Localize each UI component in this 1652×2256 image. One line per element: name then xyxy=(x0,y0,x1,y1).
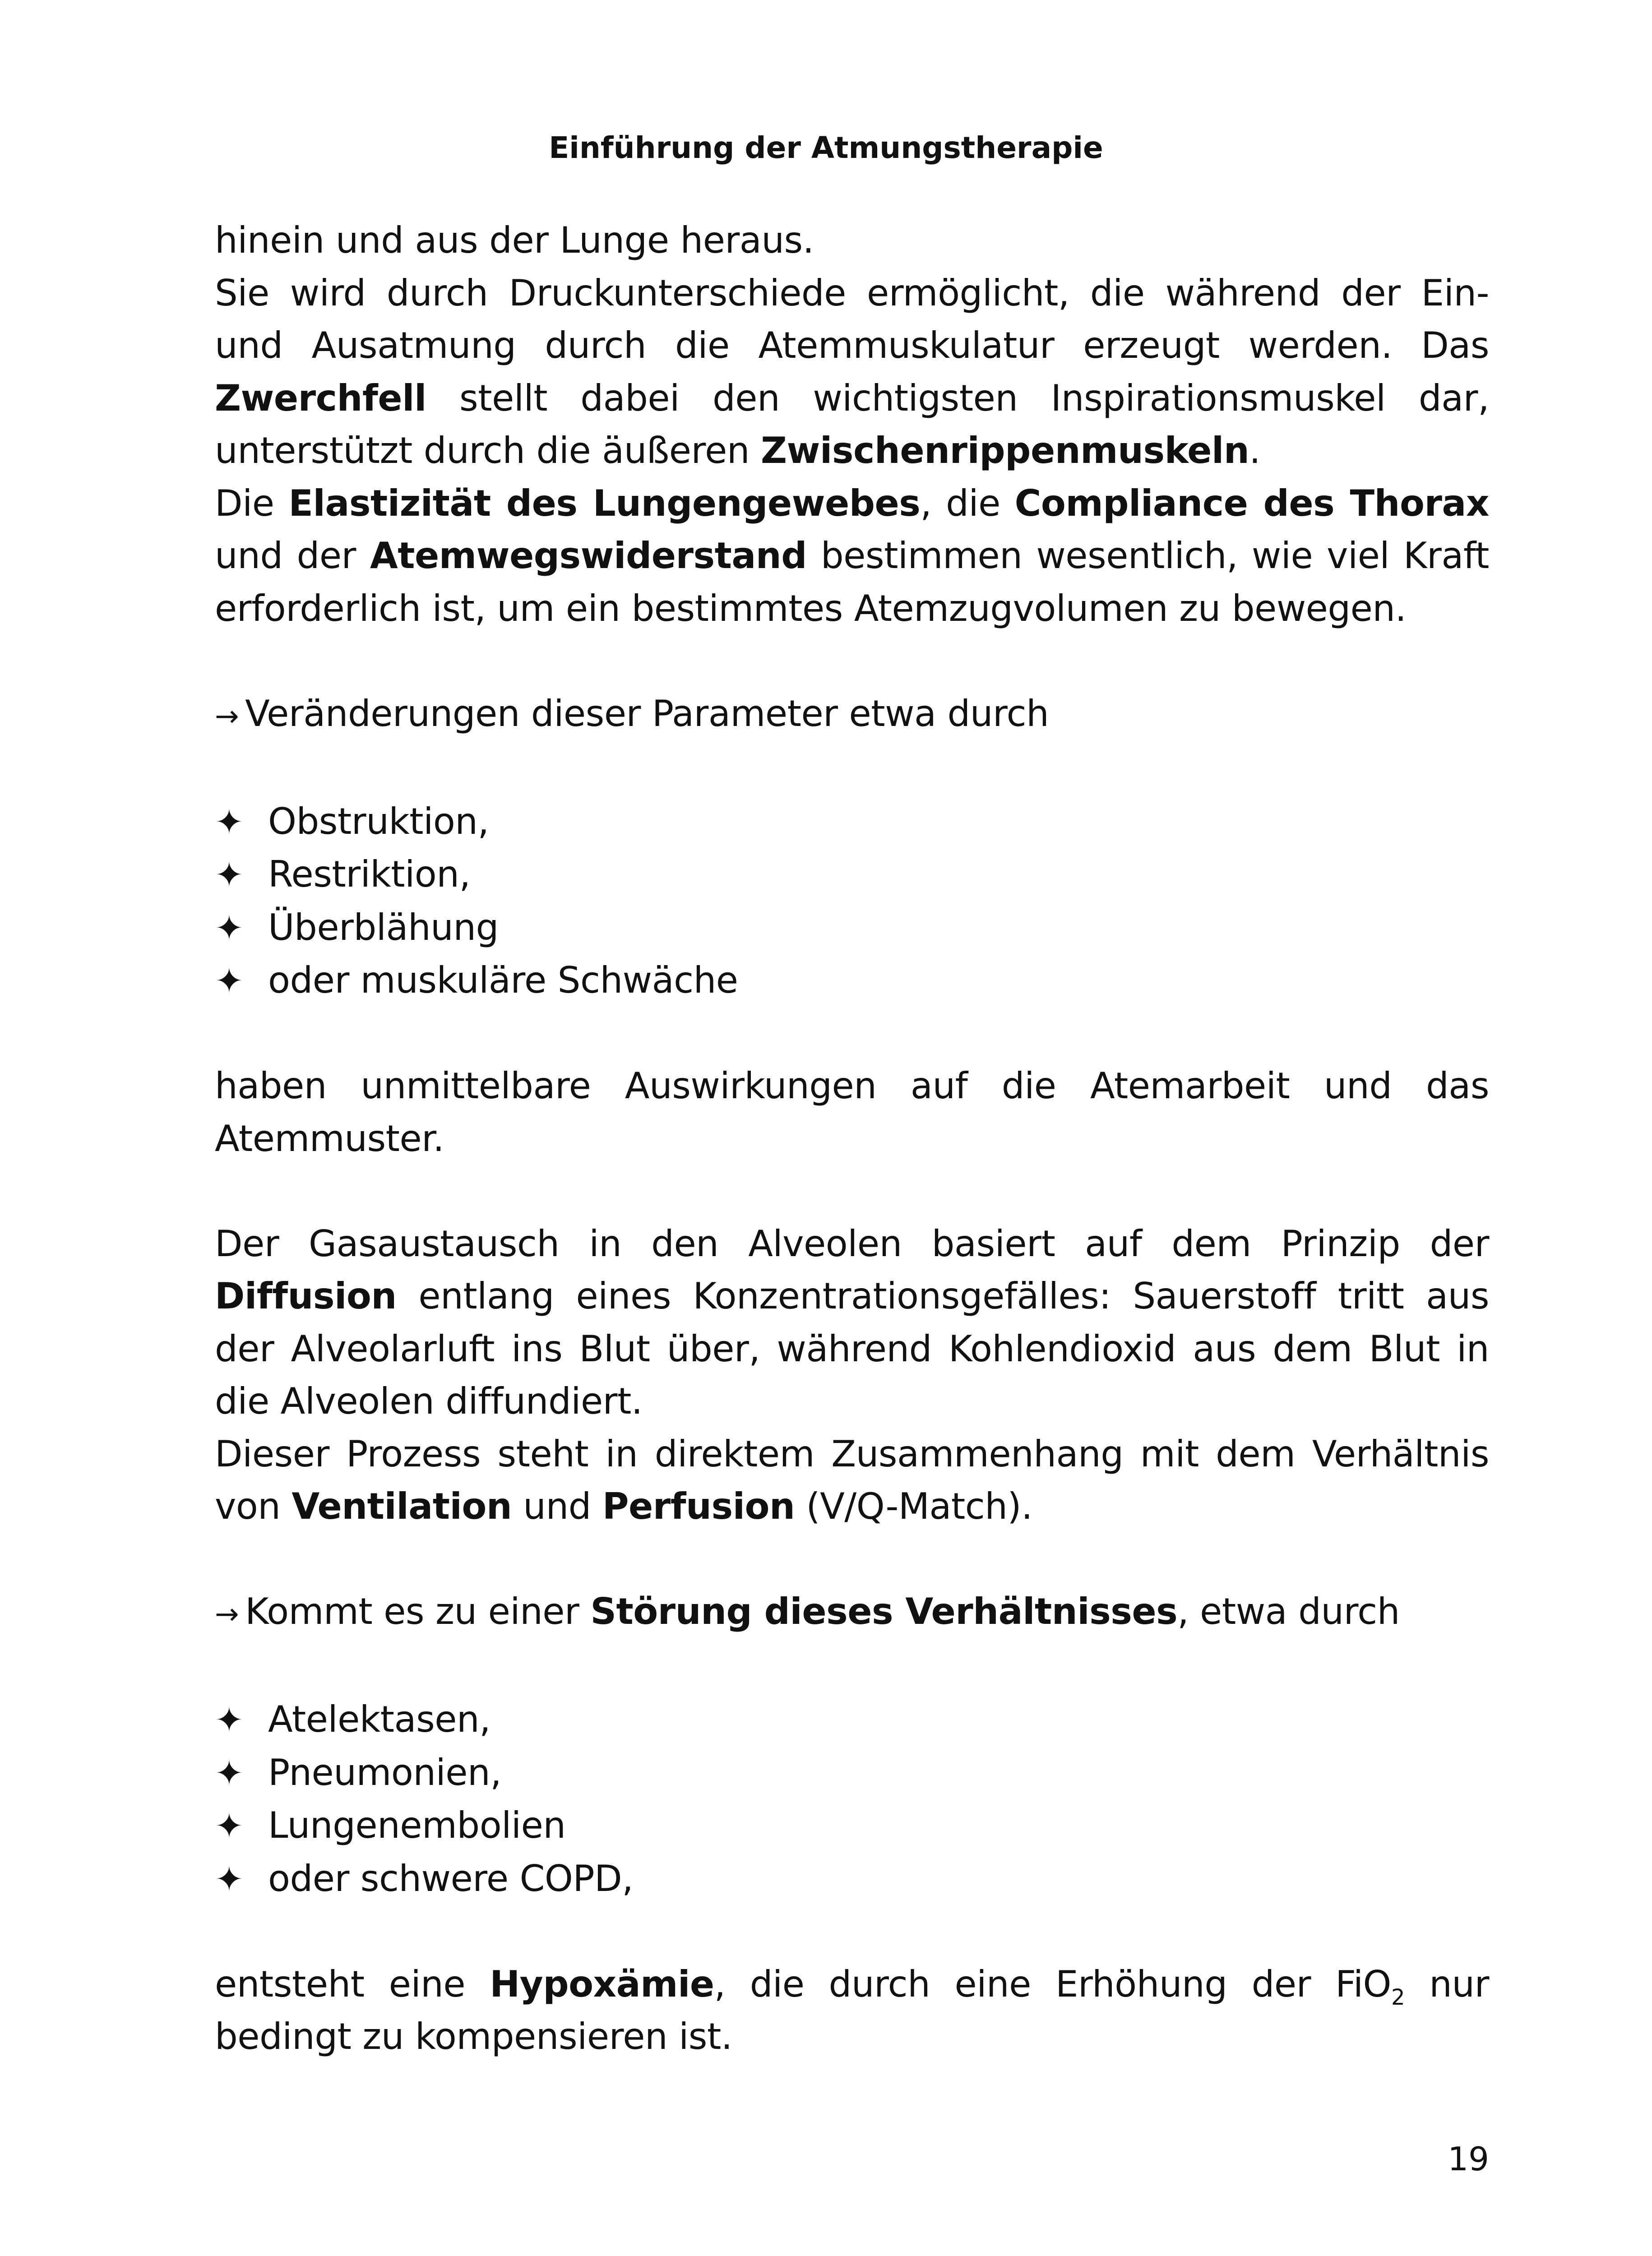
running-header: Einführung der Atmungstherapie xyxy=(549,130,1103,165)
subscript-2: 2 xyxy=(1391,1984,1405,2010)
term-ventilation: Ventilation xyxy=(292,1485,512,1527)
paragraph-vq-match: Dieser Prozess steht in direktem Zusammenhang mit dem Verhältnis von Ventilation und Perfusion (V/Q-Match). xyxy=(215,1433,1489,1527)
spacer xyxy=(215,1905,1489,1958)
list-item: ✦ Atelektasen, xyxy=(215,1693,1489,1747)
spacer xyxy=(215,1165,1489,1218)
list-disturbance-causes xyxy=(215,1693,1489,1905)
paragraph-breathing-mechanics: Sie wird durch Druckunterschiede ermöglicht, die während der Ein- und Ausatmung durch die Atemmuskulatur erzeugt werden. Das Zwerchfell stellt dabei den wichtigsten Inspirationsmuskel dar, unterstützt durch die äußeren Zwischenrippenmuskeln. xyxy=(215,272,1489,472)
paragraph-gas-exchange: Der Gasaustausch in den Alveolen basiert auf dem Prinzip der Diffusion entlang eines Konzentrationsgefälles: Sauerstoff tritt aus der Alveolarluft ins Blut über, während Kohlendioxid aus dem Blut in die Alveolen diffundiert. xyxy=(215,1222,1489,1422)
arrow-icon: → xyxy=(215,1598,239,1631)
list-item: ✦ Pneumonien, xyxy=(215,1747,1489,1800)
spacer xyxy=(215,1533,1489,1586)
term-hypoxaemie: Hypoxämie xyxy=(490,1963,714,2005)
body-text xyxy=(215,214,1489,2063)
term-zwischenrippenmuskeln: Zwischenrippenmuskeln xyxy=(761,430,1249,472)
list-item: ✦ Obstruktion, xyxy=(215,795,1489,849)
list-item: ✦ oder schwere COPD, xyxy=(215,1853,1489,1906)
spacer xyxy=(215,1008,1489,1060)
spacer xyxy=(215,1641,1489,1694)
list-item: ✦ oder muskuläre Schwäche xyxy=(215,954,1489,1008)
list-item: ✦ Überblähung xyxy=(215,901,1489,955)
bullet-star-icon: ✦ xyxy=(215,1806,244,1846)
bullet-star-icon: ✦ xyxy=(215,1858,244,1899)
arrow-line-disturbance: → Kommt es zu einer Störung dieses Verhältnisses, etwa durch xyxy=(215,1586,1489,1641)
term-elastizitaet: Elastizität des Lungengewebes xyxy=(288,482,921,524)
paragraph-hypoxaemia: entsteht eine Hypoxämie, die durch eine Erhöhung der FiO$_2$ nur bedingt zu kompensieren ist. xyxy=(215,1963,1489,2057)
bullet-star-icon: ✦ xyxy=(215,855,244,895)
term-compliance: Compliance des Thorax xyxy=(1014,482,1490,524)
list-item: ✦ Restriktion, xyxy=(215,848,1489,901)
paragraph-effects: haben unmittelbare Auswirkungen auf die Atemarbeit und das Atemmuster. xyxy=(215,1065,1489,1160)
term-stoerung: Störung dieses Verhältnisses xyxy=(590,1590,1178,1632)
page-number: 19 xyxy=(1448,2140,1489,2178)
bullet-star-icon: ✦ xyxy=(215,907,244,948)
bullet-star-icon: ✦ xyxy=(215,1700,244,1740)
spacer xyxy=(215,743,1489,795)
arrow-line-parameters: → Veränderungen dieser Parameter etwa durch xyxy=(215,688,1489,743)
term-perfusion: Perfusion xyxy=(602,1485,795,1527)
bullet-star-icon: ✦ xyxy=(215,961,244,1001)
term-diffusion: Diffusion xyxy=(215,1275,397,1317)
arrow-icon: → xyxy=(215,699,239,733)
spacer xyxy=(215,635,1489,688)
list-parameter-changes xyxy=(215,795,1489,1008)
term-zwerchfell: Zwerchfell xyxy=(215,377,426,419)
term-atemwegswiderstand: Atemwegswiderstand xyxy=(370,535,807,577)
paragraph-elasticity: Die Elastizität des Lungengewebes, die Compliance des Thorax und der Atemwegswiderstand bestimmen wesentlich, wie viel Kraft erforderlich ist, um ein bestimmtes Atemzugvolumen zu bewegen. xyxy=(215,482,1490,629)
bullet-star-icon: ✦ xyxy=(215,801,244,842)
bullet-star-icon: ✦ xyxy=(215,1752,244,1793)
paragraph-lung-flow: hinein und aus der Lunge heraus. xyxy=(215,219,814,261)
list-item: ✦ Lungenembolien xyxy=(215,1799,1489,1853)
